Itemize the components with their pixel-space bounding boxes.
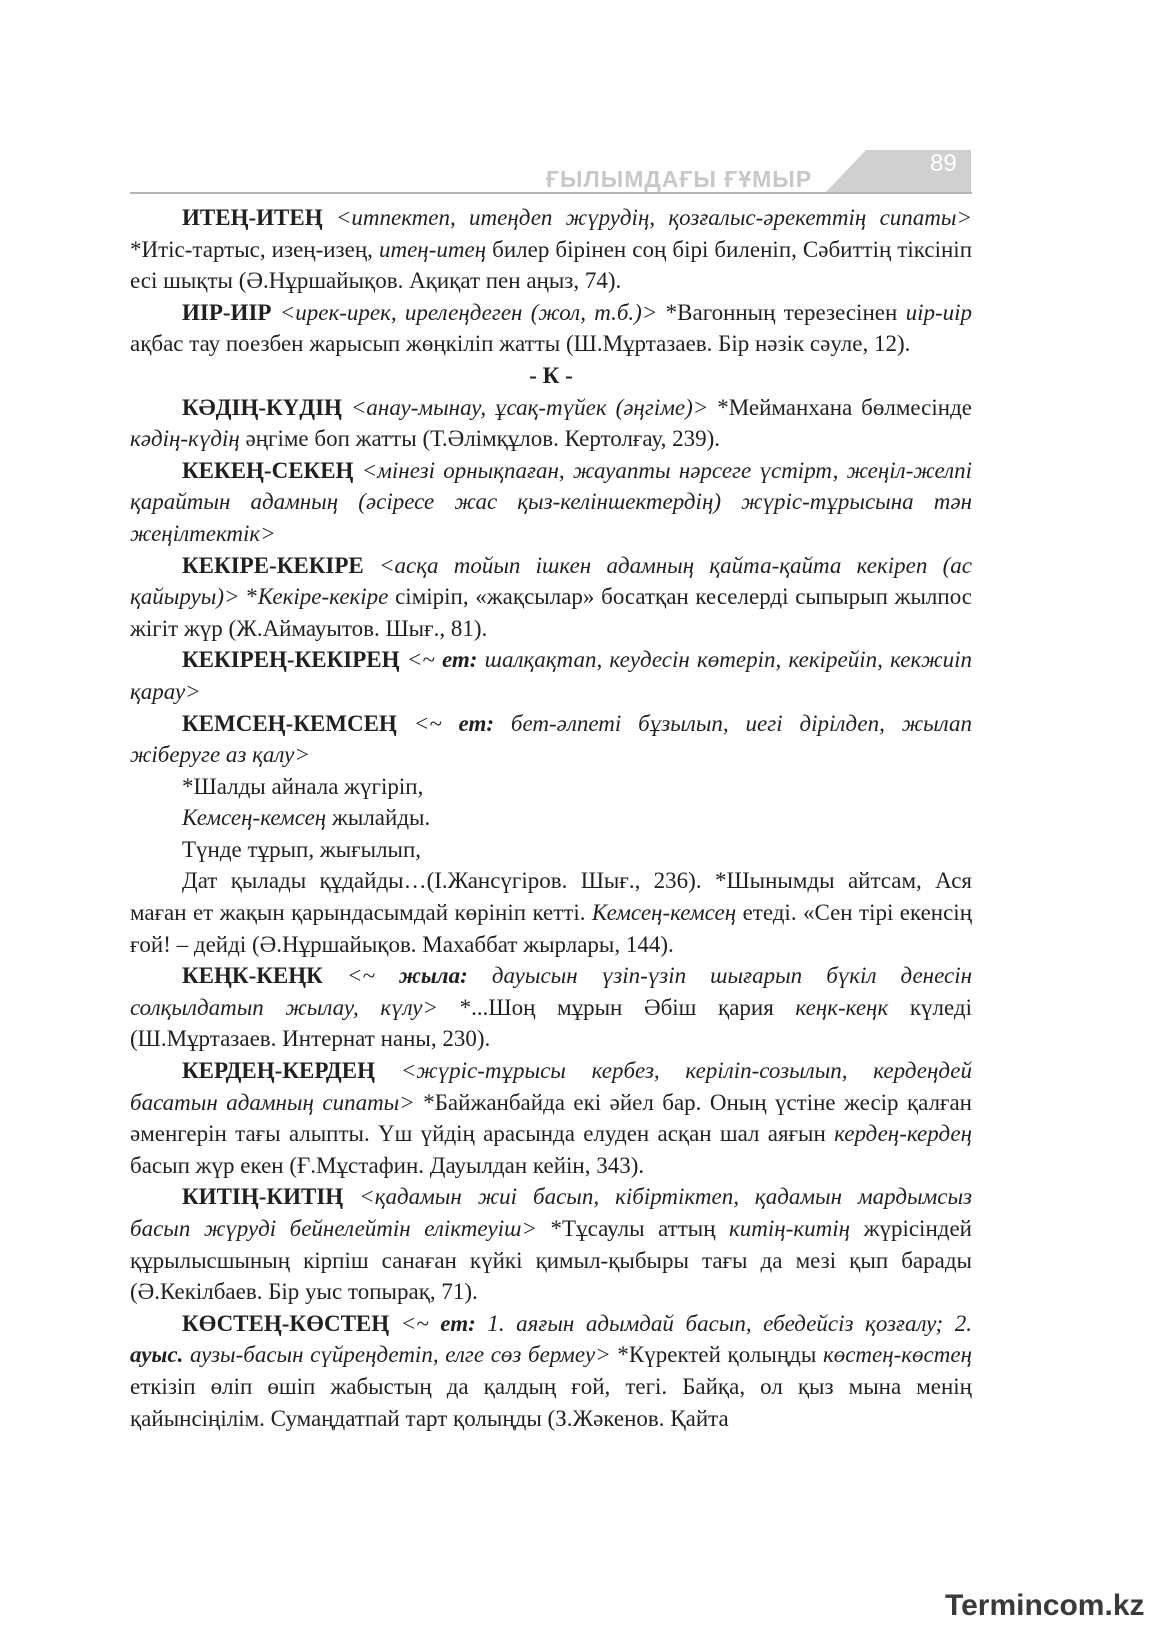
- dictionary-entry: [130, 1055, 972, 1181]
- headword: КИТІҢ-КИТІҢ: [182, 1184, 344, 1210]
- running-title: ҒЫЛЫМДАҒЫ ҒҰМЫР: [546, 166, 813, 192]
- example-text: *Күректей қолыңды: [610, 1342, 823, 1368]
- example-text: ақбас тау поезбен жарысып жөңкіліп жатты (Ш.Мұртазаев. Бір нәзік сәуле, 12).: [130, 331, 911, 357]
- grammar-tag: ет:: [458, 710, 495, 736]
- dictionary-body: [130, 202, 972, 1434]
- example-headword: Кекіре-кекіре: [257, 584, 389, 610]
- example-text: *Байжанбайда екі әйел бар. Оның үстіне жесір қалған әменгерін тағы алыпты. Үш үйдің арасында елуден асқан шал аяғын: [130, 1089, 972, 1147]
- example-text: етеді. «Сен тірі екенсің ғой! – дейді (Ә.Нұршайықов. Махаббат жырлары, 144).: [130, 900, 972, 957]
- definition: 1. аяғын адымдай басып, ебедейсіз қозғалу; 2.: [475, 1310, 973, 1336]
- grammar-tag: ет:: [441, 647, 478, 673]
- headword: КЕКІРЕ-КЕКІРЕ: [182, 552, 364, 578]
- dictionary-entry: [130, 392, 972, 455]
- section-letter: - К -: [529, 362, 573, 388]
- definition: <мінезі орнықпаған, жауапты нәрсеге үстірт, жеңіл-желпі қарайтын адамның (әсіресе жас қыз-келіншектердің) жүріс-тұрысына тән жеңілтектік>: [130, 457, 973, 546]
- dictionary-entry: [130, 550, 972, 645]
- definition: <итпектеп, итеңдеп жүрудің, қозғалыс-әрекеттің сипаты>: [335, 205, 973, 230]
- dictionary-entry: [130, 708, 972, 771]
- page-number: 89: [930, 150, 957, 177]
- definition: <анау-мынау, ұсақ-түйек (әңгіме)>: [350, 394, 709, 420]
- grammar-tag: ауыс.: [130, 1342, 184, 1368]
- verse-text: Түнде тұрып, жығылып,: [182, 836, 422, 862]
- dictionary-entry: [130, 202, 972, 297]
- definition: <ирек-ирек, ирелеңдеген (жол, т.б.)>: [279, 299, 658, 325]
- dictionary-entry: [130, 455, 972, 550]
- example-text: еткізіп өліп өшіп жабыстың да қалдың ғой, тегі. Байқа, ол қыз мына менің қайынсіңілім. Сумаңдатпай тарт қолыңды (З.Жәкенов. Қайта: [130, 1373, 972, 1431]
- verse-line: [130, 771, 972, 803]
- example-text: билер бірінен соң бірі биленіп, Сәбиттің тіксініп есі шықты (Ә.Нұршайықов. Ақиқат пен аңыз, 74).: [130, 236, 973, 294]
- headword: КЕКІРЕҢ-КЕКІРЕҢ: [182, 647, 400, 673]
- headword: КЕКЕҢ-СЕКЕҢ: [182, 457, 354, 483]
- dictionary-entry: [130, 1181, 972, 1307]
- example-headword: китің-китің: [729, 1216, 851, 1241]
- definition: <асқа тойып ішкен адамның қайта-қайта кекіреп (ас қайыруы)>: [130, 552, 972, 610]
- example-continuation: [130, 865, 972, 960]
- example-headword: иір-иір: [905, 299, 973, 325]
- definition: <жүріс-тұрысы кербез, керіліп-созылып, кердеңдей басатын адамның сипаты>: [130, 1058, 972, 1115]
- example-text: әңгіме боп жатты (Т.Әлімқұлов. Кертолғау, 239).: [239, 426, 721, 452]
- example-headword: кәдің-күдің: [130, 426, 240, 452]
- grammar-tag: ет:: [440, 1310, 476, 1336]
- example-headword: Кемсең-кемсең: [591, 900, 737, 926]
- definition-open: <~: [406, 647, 442, 673]
- example-headword: көстең-көстең: [822, 1342, 972, 1368]
- site-watermark: Termincom.kz: [945, 1589, 1145, 1622]
- headword: КӘДІҢ-КҮДІҢ: [182, 394, 342, 420]
- example-text: *Вагонның терезесінен: [657, 299, 906, 325]
- example-headword: итең-итең: [378, 236, 487, 262]
- definition: дауысын үзіп-үзіп шығарып бүкіл денесін солқылдатып жылау, күлу>: [130, 963, 972, 1020]
- verse-text: жылайды.: [326, 805, 431, 831]
- example-text: *Итіс-тартыс, изең-изең,: [130, 236, 379, 262]
- definition-open: <~: [413, 710, 459, 736]
- grammar-tag: жыла:: [398, 963, 468, 989]
- example-headword: кердең-кердең: [834, 1121, 972, 1147]
- example-headword: Кемсең-кемсең: [182, 805, 327, 831]
- dictionary-entry: [130, 1308, 972, 1434]
- headword: ИТЕҢ-ИТЕҢ: [182, 205, 323, 230]
- example-text: *...Шоң мұрын Әбіш қария: [438, 994, 796, 1020]
- headword: ИІР-ИІР: [182, 299, 272, 325]
- dictionary-entry: [130, 644, 972, 707]
- example-headword: кеңк-кеңк: [795, 994, 889, 1020]
- example-text: Дат қылады құдайды…(І.Жансүгіров. Шығ., 236). *Шынымды айтсам, Ася маған ет жақын қарындасымдай көрініп кетті.: [130, 868, 972, 926]
- example-text: сіміріп, «жақсылар» босатқан кеселерді сыпырып жылпос жігіт жүр (Ж.Аймауытов. Шығ., 81).: [130, 584, 972, 641]
- example-text: күледі (Ш.Мұртазаев. Интернат наны, 230).: [130, 994, 972, 1052]
- example-text: *Мейманхана бөлмесінде: [708, 394, 972, 420]
- definition: аузы-басын сүйреңдетіп, елге сөз бермеу>: [183, 1342, 611, 1368]
- header-rule: [130, 192, 972, 194]
- example-text: жүрісіндей құрылысшының кірпіш санаған күйкі қимыл-қыбыры тағы да мезі қып барады (Ә.Кекілбаев. Бір уыс топырақ, 71).: [130, 1216, 972, 1305]
- headword: КЕРДЕҢ-КЕРДЕҢ: [182, 1058, 375, 1084]
- example-text: *: [239, 584, 258, 610]
- dictionary-entry: [130, 960, 972, 1055]
- headword: КЕМСЕҢ-КЕМСЕҢ: [182, 710, 397, 736]
- verse-line: [130, 834, 972, 866]
- definition-open: <~: [346, 963, 399, 989]
- definition-open: <~: [400, 1310, 441, 1336]
- verse-text: *Шалды айнала жүгіріп,: [182, 773, 424, 799]
- definition: бет-әлпеті бұзылып, иегі дірілдеп, жылап жіберуге аз қалу>: [130, 710, 972, 768]
- dictionary-entry: [130, 297, 972, 360]
- example-text: басып жүр екен (Ғ.Мұстафин. Дауылдан кейін, 343).: [130, 1152, 645, 1178]
- headword: КӨСТЕҢ-КӨСТЕҢ: [182, 1310, 390, 1336]
- definition: <қадамын жиі басып, кібіртіктеп, қадамын мардымсыз басып жүруді бейнелейтін еліктеуіш>: [130, 1184, 973, 1241]
- headword: КЕҢК-КЕҢК: [182, 963, 323, 989]
- verse-line: [130, 802, 972, 834]
- definition: шалқақтап, кеудесін көтеріп, кекірейіп, кекжиіп қарау>: [130, 647, 973, 704]
- example-text: *Тұсаулы аттың: [537, 1216, 730, 1241]
